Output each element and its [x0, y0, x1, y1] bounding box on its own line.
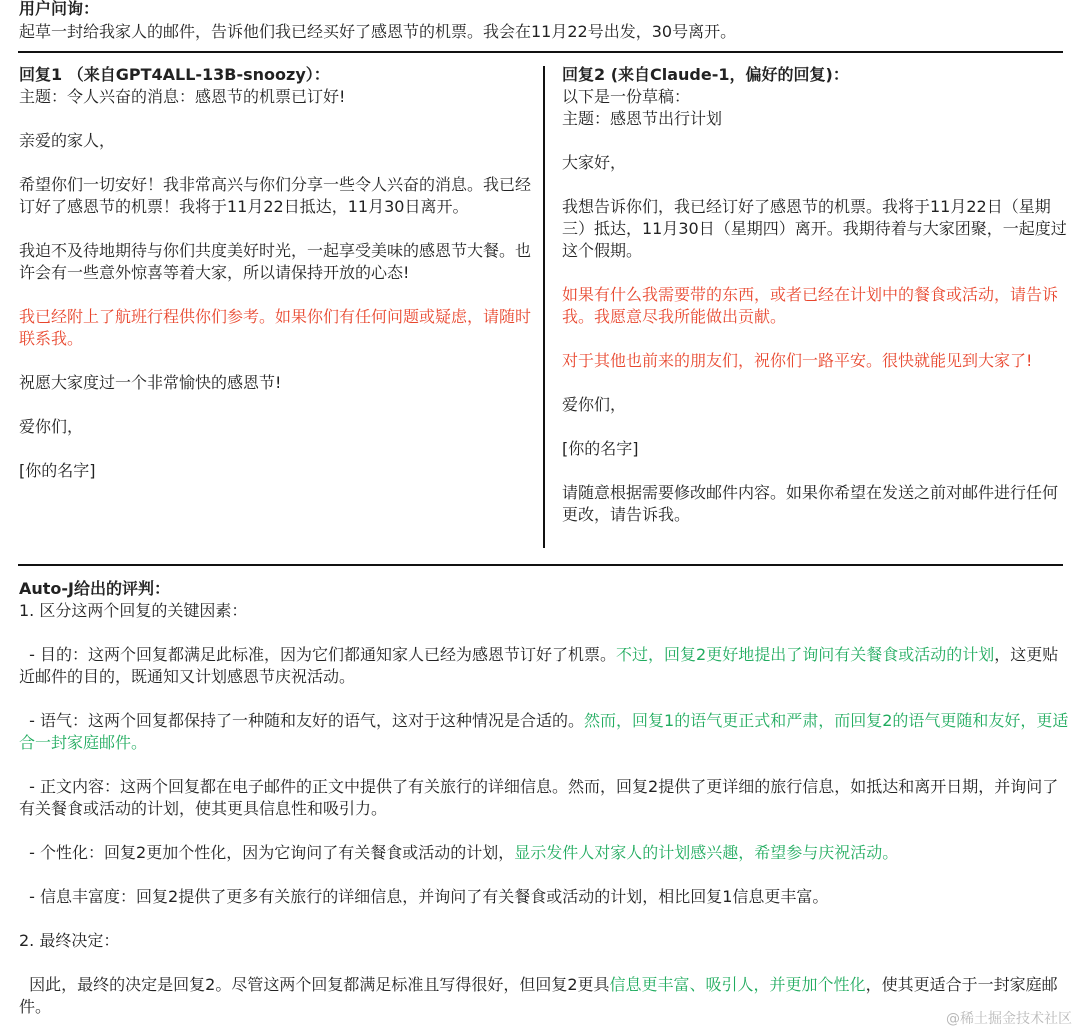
watermark: @稀土掘金技术社区 — [946, 1011, 1072, 1027]
personal-text: - 个性化：回复2更加个性化，因为它询问了有关餐食或活动的计划， — [19, 843, 515, 862]
purpose-highlight: 不过，回复2更好地提出了询问有关餐食或活动的计划 — [616, 645, 995, 664]
response1-signature: [你的名字] — [19, 461, 96, 480]
judgment-section1: 1. 区分这两个回复的关键因素： — [19, 601, 248, 620]
judgment-purpose — [19, 644, 1069, 688]
response2-closing: 爱你们， — [562, 395, 627, 414]
response2-header: 回复2 (来自Claude-1，偏好的回复)： — [562, 65, 849, 84]
divider-top — [18, 51, 1063, 53]
response2-note: 请随意根据需要修改邮件内容。如果你希望在发送之前对邮件进行任何更改，请告诉我。 — [562, 483, 1059, 524]
response1-para2: 我迫不及待地期待与你们共度美好时光，一起享受美味的感恩节大餐。也许会有一些意外惊喜等着大家，所以请保持开放的心态! — [19, 241, 532, 282]
response2-column — [562, 64, 1070, 526]
query-text: 起草一封给我家人的邮件，告诉他们我已经买好了感恩节的机票。我会在11月22号出发，30号离开。 — [19, 22, 737, 41]
response1-para3: 我已经附上了航班行程供你们参考。如果你们有任何问题或疑虑，请随时联系我。 — [19, 307, 532, 348]
judgment-content: - 正文内容：这两个回复都在电子邮件的正文中提供了有关旅行的详细信息。然而，回复2提供了更详细的旅行信息，如抵达和离开日期，并询问了有关餐食或活动的计划，使其更具信息性和吸引力。 — [19, 777, 1059, 818]
response2-signature: [你的名字] — [562, 439, 639, 458]
response2-para2: 如果有什么我需要带的东西，或者已经在计划中的餐食或活动，请告诉我。我愿意尽我所能做出贡献。 — [562, 285, 1059, 326]
purpose-text: - 目的：这两个回复都满足此标准，因为它们都通知家人已经为感恩节订好了机票。 — [19, 645, 617, 664]
tone-text: - 语气：这两个回复都保持了一种随和友好的语气，这对于这种情况是合适的。 — [19, 711, 585, 730]
response1-para1: 希望你们一切安好！我非常高兴与你们分享一些令人兴奋的消息。我已经订好了感恩节的机票！我将于11月22日抵达，11月30日离开。 — [19, 175, 532, 216]
response2-subject: 主题：感恩节出行计划 — [562, 109, 723, 128]
divider-middle — [18, 564, 1063, 566]
final-text: 因此，最终的决定是回复2。尽管这两个回复都满足标准且写得很好，但回复2更具 — [19, 975, 610, 994]
judgment-section2: 2. 最终决定： — [19, 931, 120, 950]
judgment-personalization — [19, 842, 1069, 864]
final-tail: ，使其更适合于一封家庭邮件。 — [19, 975, 1058, 1016]
response1-column — [19, 64, 531, 482]
personal-highlight: 显示发件人对家人的计划感兴趣，希望参与庆祝活动。 — [514, 843, 899, 862]
response1-para4: 祝愿大家度过一个非常愉快的感恩节! — [19, 373, 282, 392]
judgment-richness: - 信息丰富度：回复2提供了更多有关旅行的详细信息，并询问了有关餐食或活动的计划，相比回复1信息更丰富。 — [19, 887, 829, 906]
response1-header: 回复1 （来自GPT4ALL-13B-snoozy）： — [19, 65, 330, 84]
purpose-tail: ，这更贴近邮件的目的，既通知又计划感恩节庆祝活动。 — [19, 645, 1059, 686]
response2-para1: 我想告诉你们，我已经订好了感恩节的机票。我将于11月22日（星期三）抵达，11月30日（星期四）离开。我期待着与大家团聚，一起度过这个假期。 — [562, 197, 1067, 260]
query-title: 用户问询： — [19, 0, 100, 18]
response1-greeting: 亲爱的家人， — [19, 131, 116, 150]
response1-closing: 爱你们， — [19, 417, 84, 436]
judgment-title: Auto-J给出的评判： — [19, 579, 171, 598]
response2-intro: 以下是一份草稿： — [562, 87, 691, 106]
response2-greeting: 大家好， — [562, 153, 627, 172]
final-highlight: 信息更丰富、吸引人，并更加个性化 — [609, 975, 866, 994]
tone-highlight: 然而，回复1的语气更正式和严肃，而回复2的语气更随和友好，更适合一封家庭邮件。 — [19, 711, 1069, 752]
judgment-tone — [19, 710, 1069, 754]
divider-vertical — [543, 66, 545, 548]
judgment-final — [19, 974, 1069, 1018]
response2-para3: 对于其他也前来的朋友们，祝你们一路平安。很快就能见到大家了! — [562, 351, 1033, 370]
judgment-section — [19, 578, 1069, 1018]
response1-subject: 主题：令人兴奋的消息：感恩节的机票已订好! — [19, 87, 346, 106]
